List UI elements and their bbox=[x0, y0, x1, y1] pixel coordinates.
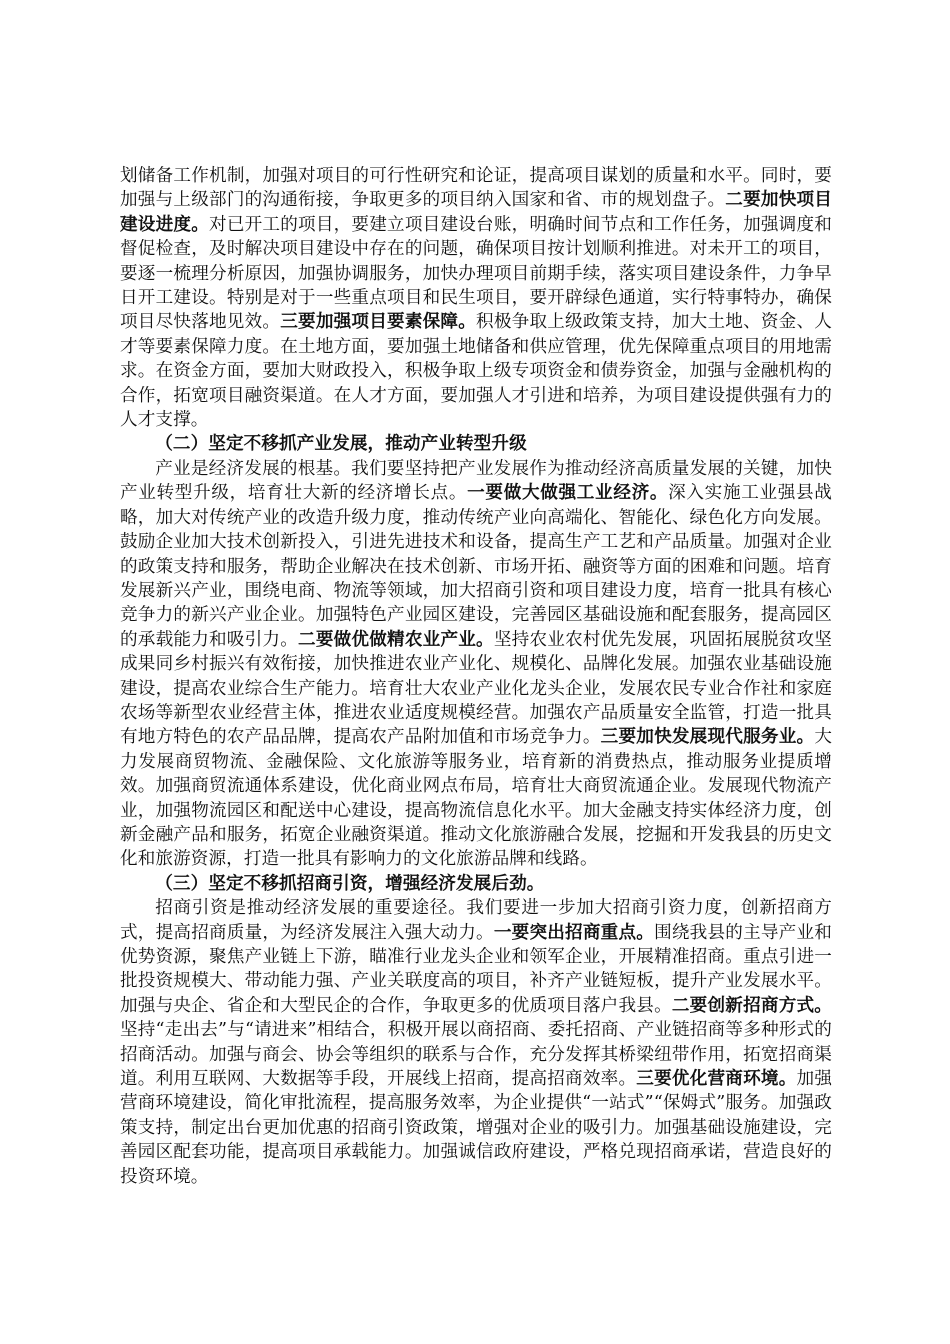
heading-text: （二）坚定不移抓产业发展，推动产业转型升级 bbox=[155, 433, 527, 455]
section-heading-investment bbox=[120, 872, 832, 896]
text-run: 坚持“走出去”与“请进来”相结合，积极开展以商招商、委托招商、产业链招商等多种形式的招商活动。加强与商会、协会等组织的联系与合作，充分发挥其桥梁纽带作用，拓宽招商渠道。利用互联网、大数据等手段，开展线上招商，提高招商效率。 bbox=[120, 1020, 832, 1090]
bold-text-run: 一要做大做强工业经济。 bbox=[467, 482, 669, 504]
paragraph-project-progress bbox=[120, 164, 832, 432]
bold-text-run: 三要加强项目要素保障。 bbox=[280, 311, 477, 333]
heading-text: （三）坚定不移抓招商引资，增强经济发展后劲。 bbox=[155, 872, 545, 894]
text-run: 围绕我县的主导产业和优势资源，聚焦产业链上下游，瞄准行业龙头企业和领军企业，开展精准招商。重点引进一批投资规模大、带动能力强、产业关联度高的项目，补齐产业链短板，提升产业发展水平。加强与央企、省企和大型民企的合作，争取更多的优质项目落户我县。 bbox=[120, 922, 832, 1016]
paragraph-industry bbox=[120, 457, 832, 872]
bold-text-run: 三要优化营商环境。 bbox=[636, 1068, 797, 1090]
bold-text-run: 二要创新招商方式。 bbox=[671, 994, 832, 1016]
bold-text-run: 二要做优做精农业产业。 bbox=[298, 628, 494, 650]
document-page bbox=[120, 164, 832, 1189]
bold-text-run: 二要加快项目建设进度。 bbox=[120, 189, 833, 235]
text-run: 招商引资是推动经济发展的重要途径。我们要进一步加大招商引资力度，创新招商方式，提高招商质量，为经济发展注入强大动力。 bbox=[120, 898, 832, 943]
text-run: 产业是经济发展的根基。我们要坚持把产业发展作为推动经济高质量发展的关键，加快产业转型升级，培育壮大新的经济增长点。 bbox=[120, 458, 832, 504]
section-heading-industry bbox=[120, 432, 832, 456]
bold-text-run: 三要加快发展现代服务业。 bbox=[600, 726, 815, 748]
text-run: 坚持农业农村优先发展，巩固拓展脱贫攻坚成果同乡村振兴有效衔接，加快推进农业产业化、规模化、品牌化发展。加强农业基础设施建设，提高农业综合生产能力。培育壮大农业产业化龙头企业，发展农民专业合作社和家庭农场等新型农业经营主体，推进农业适度规模经营。加强农产品质量安全监管，打造一批具有地方特色的农产品品牌，提高农产品附加值和市场竞争力。 bbox=[120, 629, 832, 748]
bold-text-run: 一要突出招商重点。 bbox=[493, 921, 655, 943]
text-run: 划储备工作机制，加强对项目的可行性研究和论证，提高项目谋划的质量和水平。同时，要加强与上级部门的沟通衔接，争取更多的项目纳入国家和省、市的规划盘子。 bbox=[120, 166, 832, 211]
text-run: 积极争取上级政策支持，加大土地、资金、人才等要素保障力度。在土地方面，要加强土地储备和供应管理，优先保障重点项目的用地需求。在资金方面，要加大财政投入，积极争取上级专项资金和债券资金，加强与金融机构的合作，拓宽项目融资渠道。在人才方面，要加强人才引进和培养，为项目建设提供强有力的人才支撑。 bbox=[120, 312, 832, 431]
text-run: 大力发展商贸物流、金融保险、文化旅游等服务业，培育新的消费热点，推动服务业提质增效。加强商贸流通体系建设，优化商业网点布局，培育壮大商贸流通企业。发展现代物流产业，加强物流园区和配送中心建设，提高物流信息化水平。加大金融支持实体经济力度，创新金融产品和服务，拓宽企业融资渠道。推动文化旅游融合发展，挖掘和开发我县的历史文化和旅游资源，打造一批具有影响力的文化旅游品牌和线路。 bbox=[120, 727, 833, 870]
paragraph-investment bbox=[120, 896, 832, 1189]
text-run: 深入实施工业强县战略，加大对传统产业的改造升级力度，推动传统产业向高端化、智能化、绿色化方向发展。鼓励企业加大技术创新投入，引进先进技术和设备，提高生产工艺和产品质量。加强对企业的政策支持和服务，帮助企业解决在技术创新、市场开拓、融资等方面的困难和问题。培育发展新兴产业，围绕电商、物流等领域，加大招商引资和项目建设力度，培育一批具有核心竞争力的新兴产业企业。加强特色产业园区建设，完善园区基础设施和配套服务，提高园区的承载能力和吸引力。 bbox=[120, 483, 833, 650]
text-run: 对已开工的项目，要建立项目建设台账，明确时间节点和工作任务，加强调度和督促检查，及时解决项目建设中存在的问题，确保项目按计划顺利推进。对未开工的项目，要逐一梳理分析原因，加强协调服务，加快办理项目前期手续，落实项目建设条件，力争早日开工建设。特别是对于一些重点项目和民生项目，要开辟绿色通道，实行特事特办，确保项目尽快落地见效。 bbox=[120, 214, 832, 333]
text-run: 加强营商环境建设，简化审批流程，提高服务效率，为企业提供“一站式”“保姆式”服务。加强政策支持，制定出台更加优惠的招商引资政策，增强对企业的吸引力。加强基础设施建设，完善园区配套功能，提高项目承载能力。加强诚信政府建设，严格兑现招商承诺，营造良好的投资环境。 bbox=[120, 1069, 833, 1187]
